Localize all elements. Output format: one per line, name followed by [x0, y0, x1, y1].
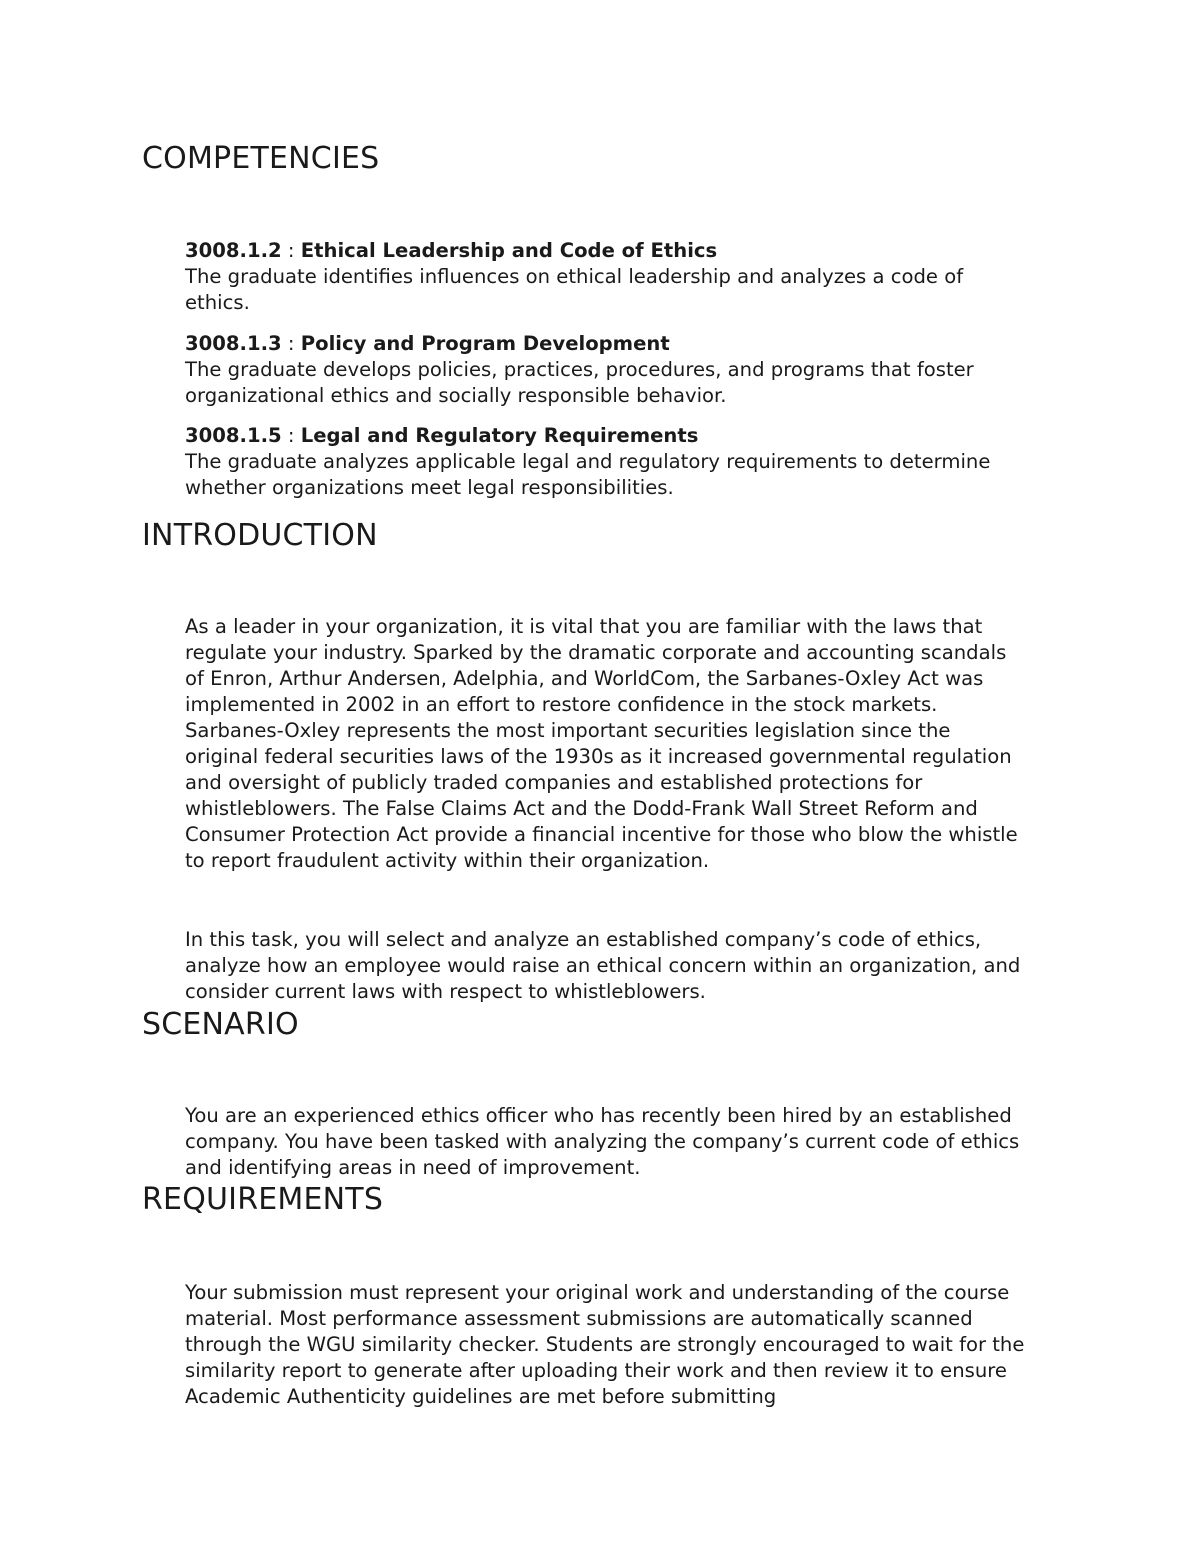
introduction-heading: INTRODUCTION [142, 518, 378, 553]
competency-description: The graduate develops policies, practices, procedures, and programs that foster organizational ethics and socially responsible behavior. [185, 358, 974, 407]
scenario-paragraph: You are an experienced ethics officer who has recently been hired by an established company. You have been tasked with analyzing the company’s current code of ethics and identifying areas in need of improvement. [185, 1104, 1020, 1179]
introduction-paragraph: As a leader in your organization, it is vital that you are familiar with the laws that regulate your industry. Sparked by the dramatic corporate and accounting scandals of Enron, Arthur Andersen, Adelphia, and WorldCom, the Sarbanes-Oxley Act was implemented in 2002 in an effort to restore confidence in the stock markets. Sarbanes-Oxley represents the most important securities legislation since the original federal securities laws of the 1930s as it increased governmental regulation and oversight of publicly traded companies and established protections for whistleblowers. The False Claims Act and the Dodd-Frank Wall Street Reform and Consumer Protection Act provide a financial incentive for those who blow the whistle to report fraudulent activity within their organization. [185, 615, 1018, 872]
requirements-heading: REQUIREMENTS [142, 1182, 384, 1217]
competency-name: Legal and Regulatory Requirements [300, 424, 699, 447]
introduction-body [185, 614, 1025, 874]
competency-code: 3008.1.3 [185, 332, 282, 355]
competency-name: Ethical Leadership and Code of Ethics [300, 239, 718, 262]
competency-separator: : [281, 239, 301, 262]
introduction-body-continued [185, 927, 1025, 1005]
competency-name: Policy and Program Development [300, 332, 670, 355]
competency-code: 3008.1.5 [185, 424, 282, 447]
introduction-paragraph: In this task, you will select and analyze an established company’s code of ethics, analyze how an employee would raise an ethical concern within an organization, and consider current laws with respect to whistleblowers. [185, 928, 1021, 1003]
competency-separator: : [281, 332, 301, 355]
requirements-body [185, 1280, 1025, 1410]
competency-separator: : [281, 424, 301, 447]
scenario-body [185, 1103, 1025, 1181]
competency-item [185, 423, 1025, 501]
competency-title [185, 331, 1025, 357]
competency-description: The graduate analyzes applicable legal and regulatory requirements to determine whether organizations meet legal responsibilities. [185, 450, 991, 499]
competency-title [185, 423, 1025, 449]
competency-item [185, 331, 1025, 409]
scenario-heading: SCENARIO [142, 1007, 299, 1042]
competency-item [185, 238, 1025, 316]
competencies-heading: COMPETENCIES [142, 141, 380, 176]
competency-code: 3008.1.2 [185, 239, 282, 262]
competency-title [185, 238, 1025, 264]
requirements-paragraph: Your submission must represent your original work and understanding of the course material. Most performance assessment submissions are automatically scanned through the WGU similarity checker. Students are strongly encouraged to wait for the similarity report to generate after uploading their work and then review it to ensure Academic Authenticity guidelines are met before submitting [185, 1281, 1025, 1408]
competency-description: The graduate identifies influences on ethical leadership and analyzes a code of ethics. [185, 265, 964, 314]
